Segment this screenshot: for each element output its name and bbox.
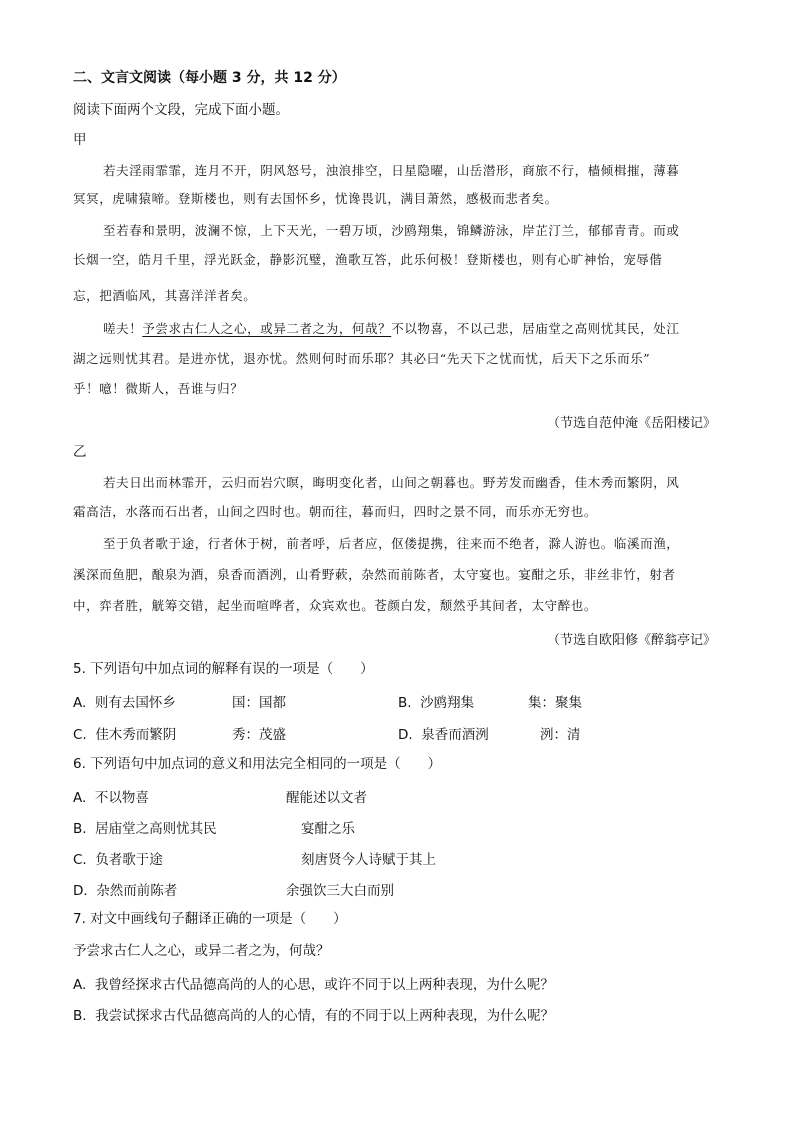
option-key: A. (73, 977, 87, 993)
option-text: 沙鸥翔集 (420, 695, 475, 711)
passage-a-line6-end: 处江 (653, 321, 680, 336)
passage-b-source: （节选自欧阳修《醉翁亭记》 (546, 633, 716, 648)
option-key: D. (398, 727, 413, 743)
option-text: 杂然而前陈者 (96, 883, 178, 899)
question-5-option-a (73, 691, 176, 711)
question-5-gloss-d: 洌：清 (540, 727, 581, 743)
question-6-pair-c: 刻唐贤今人诗赋于其上 (301, 852, 436, 868)
question-5-stem: 5. 下列语句中加点词的解释有误的一项是（ ） (73, 661, 374, 677)
passage-b-line: 中，弈者胜，觥筹交错，起坐而喧哗者，众宾欢也。苍颜白发，颓然乎其间者，太守醉也。 (73, 598, 598, 613)
underlined-sentence: 予尝求古仁人之心，或异二者之为，何哉？ (142, 321, 392, 336)
passage-a-line: 若夫淫雨霏霏，连月不开，阴风怒号，浊浪排空，日星隐曜，山岳潜形，商旅不行，樯倾楫摧，薄暮 (103, 163, 680, 178)
passage-a-line6-prefix: 嗟夫！ (103, 321, 143, 336)
option-key: D. (73, 883, 88, 899)
passage-b-line: 溪深而鱼肥，酿泉为酒，泉香而酒洌，山肴野蔌，杂然而前陈者，太守宴也。宴酣之乐，非丝非竹，射者 (73, 567, 676, 582)
question-7-option-a (73, 973, 554, 993)
option-key: B. (398, 695, 412, 711)
passage-b-line: 霜高洁，水落而石出者，山间之四时也。朝而往，暮而归，四时之景不同，而乐亦无穷也。 (73, 504, 598, 519)
passage-b-line: 若夫日出而林霏开，云归而岩穴暝，晦明变化者，山间之朝暮也。野芳发而幽香，佳木秀而繁阴，风 (103, 475, 680, 490)
question-5-gloss-c: 秀：茂盛 (232, 727, 286, 743)
option-key: A. (73, 790, 87, 806)
passage-a-line: 湖之远则忧其君。是进亦忧，退亦忧。然则何时而乐耶？其必曰“先天下之忧而忧，后天下之乐而乐” (73, 351, 651, 366)
passage-b-line: 至于负者歌于途，行者休于树，前者呼，后者应，伛偻提携，往来而不绝者，滁人游也。临溪而渔， (103, 536, 680, 551)
question-5-gloss-b: 集：聚集 (528, 695, 582, 711)
question-6-option-a (73, 786, 149, 806)
option-key: C. (73, 852, 87, 868)
question-6-pair-b: 宴酣之乐 (301, 821, 355, 837)
passage-a-line: 忘，把酒临风，其喜洋洋者矣。 (73, 288, 257, 303)
passage-a-line: 长烟一空，皓月千里，浮光跃金，静影沉璧，渔歌互答，此乐何极！登斯楼也，则有心旷神怡，宠辱偕 (73, 252, 663, 267)
question-6-option-d (73, 879, 177, 899)
passage-a-line: 至若春和景明，波澜不惊，上下天光，一碧万顷，沙鸥翔集，锦鳞游泳，岸芷汀兰，郁郁青青。而或 (103, 223, 680, 238)
option-text: 负者歌于途 (95, 852, 163, 868)
option-text: 不以物喜 (94, 790, 149, 806)
passage-a-line: 乎！噫！微斯人，吾谁与归？ (73, 381, 244, 396)
question-5-option-b (398, 691, 474, 711)
question-7-sentence: 予尝求古仁人之心，或异二者之为，何哉？ (73, 943, 330, 959)
passage-a-line6-rest: 不以物喜，不以己悲，居庙堂之高则忧其民， (391, 321, 654, 336)
option-key: C. (73, 727, 87, 743)
option-text: 泉香而酒洌 (421, 727, 489, 743)
question-7-stem: 7. 对文中画线句子翻译正确的一项是（ ） (73, 911, 347, 927)
passage-a-line: 冥冥，虎啸猿啼。登斯楼也，则有去国怀乡，忧谗畏讥，满目萧然，感极而悲者矣。 (73, 191, 558, 206)
section-title: 二、文言文阅读（每小题 3 分，共 12 分） (73, 70, 346, 86)
question-5-option-d (398, 723, 489, 743)
passage-a-source: （节选自范仲淹《岳阳楼记》 (546, 416, 716, 431)
question-5-option-c (73, 723, 176, 743)
question-5-gloss-a: 国：国都 (232, 695, 286, 711)
option-text: 佳木秀而繁阴 (95, 727, 177, 743)
question-6-option-c (73, 848, 163, 868)
question-6-option-b (73, 817, 217, 837)
passage-a-label: 甲 (73, 132, 87, 148)
question-7-option-b (73, 1004, 554, 1024)
option-text: 我曾经探求古代品德高尚的人的心思，或许不同于以上两种表现，为什么呢？ (94, 977, 554, 993)
question-6-pair-a: 醒能述以文者 (286, 790, 367, 806)
option-text: 则有去国怀乡 (94, 695, 176, 711)
instruction: 阅读下面两个文段，完成下面小题。 (73, 102, 289, 118)
question-6-pair-d: 余强饮三大白而别 (286, 883, 394, 899)
passage-a-line-underlined (103, 320, 679, 338)
option-key: B. (73, 1008, 87, 1024)
option-key: A. (73, 695, 87, 711)
passage-b-label: 乙 (73, 444, 87, 460)
option-key: B. (73, 821, 87, 837)
question-6-stem: 6. 下列语句中加点词的意义和用法完全相同的一项是（ ） (73, 756, 442, 772)
option-text: 我尝试探求古代品德高尚的人的心情，有的不同于以上两种表现，为什么呢？ (95, 1008, 555, 1024)
option-text: 居庙堂之高则忧其民 (95, 821, 217, 837)
